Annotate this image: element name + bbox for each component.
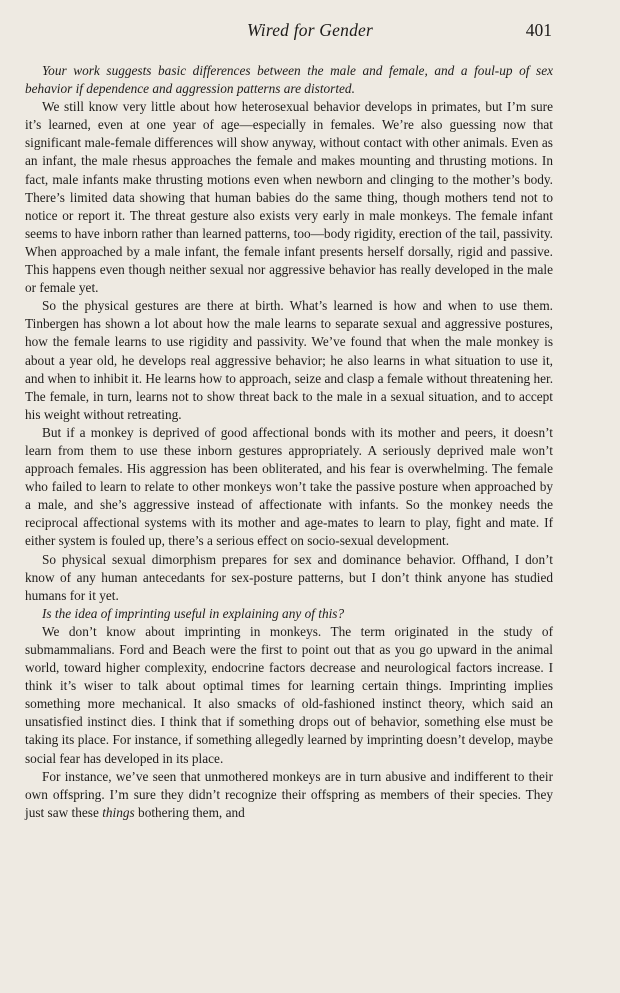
- answer-paragraph: So physical sexual dimorphism prepares for sex and dominance behavior. Offhand, I don’t know of any human antecedants for sex-posture patterns, but I don’t think anyone has studied humans for it yet.: [25, 551, 553, 603]
- answer-paragraph: We still know very little about how heterosexual behavior develops in primates, but I’m sure it’s learned, even at one year of age—especially in females. We’re also guessing now that significant male-female differences will show anyway, without contact with other animals. Even as an infant, the male rhesus approaches the female and makes mounting and thrusting motions. In fact, male infants make thrusting motions even when newborn and clinging to the mother’s body. There’s limited data showing that human babies do the same thing, though mothers tend not to notice or report it. The threat gesture also exists very early in male monkeys. The female infant seems to have inborn rather than learned patterns, too—body rigidity, erection of the tail, passivity. When approached by a male infant, the female infant presents herself dorsally, rigid and passive. This happens even though neither sexual nor aggressive behavior has really developed in the male or female yet.: [25, 99, 553, 296]
- answer-paragraph: But if a monkey is deprived of good affectional bonds with its mother and peers, it doesn’t learn from them to use these inborn gestures appropriately. A seriously deprived male won’t approach females. His aggression has been obliterated, and his fear is overwhelming. The female who failed to learn to relate to other monkeys won’t take the passive posture when approached by a male, and she’s aggressive instead of affectionate with infants. So the monkey needs the reciprocal affectional systems with its mother and age-mates to learn to play, fight and mate. If either system is fouled up, there’s a serious effect on socio-sexual development.: [25, 424, 553, 549]
- answer-paragraph: [25, 768, 553, 822]
- running-title: Wired for Gender: [246, 20, 373, 40]
- paragraph-text: For instance, we’ve seen that unmothered monkeys are in turn abusive and indifferent to their own offspring. I’m sure they didn’t recognize their offspring as members of their species. They just saw these: [25, 768, 553, 820]
- interview-question: Your work suggests basic differences between the male and female, and a foul-up of sex behavior if dependence and aggression patterns are distorted.: [25, 63, 553, 97]
- paragraph-text: bothering them, and: [138, 804, 245, 820]
- answer-paragraph: We don’t know about imprinting in monkeys. The term originated in the study of submammalians. Ford and Beach were the first to point out that as you go upward in the animal world, toward higher complexity, endocrine factors decrease and neurological factors increase. I think it’s wiser to talk about optimal times for learning certain things. Imprinting implies something more mechanical. It also smacks of old-fashioned instinct theory, which said an unsatisfied instinct dies. I think that if something drops out of behavior, something else must be taking its place. For instance, if something allegedly learned by imprinting doesn’t develop, maybe social fear has developed in its place.: [25, 623, 553, 766]
- interview-question: Is the idea of imprinting useful in explaining any of this?: [42, 605, 345, 621]
- emphasized-word: things: [102, 804, 135, 820]
- page-body: [25, 62, 553, 822]
- page-header: [0, 20, 620, 44]
- page-number: 401: [525, 20, 552, 40]
- answer-paragraph: So the physical gestures are there at birth. What’s learned is how and when to use them. Tinbergen has shown a lot about how the male learns to separate sexual and aggressive postures, how the female learns to use rigidity and passivity. We’ve found that when the male monkey is about a year old, he develops real aggressive behavior; he also learns in what situation to use it, and when to inhibit it. He learns how to approach, seize and clasp a female without threatening her. The female, in turn, learns not to show threat back to the male in a sexual situation, and to accept his weight without retreating.: [25, 298, 554, 422]
